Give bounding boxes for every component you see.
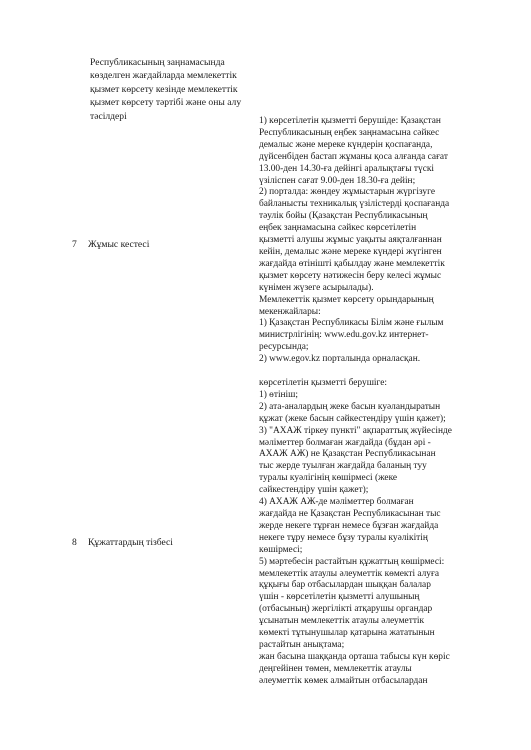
content-line: жағдайда не Қазақстан Республикасынан тыс — [259, 508, 441, 519]
heading-line: Республикасының заңнамасында — [90, 57, 225, 68]
content-line: сәйкестендіру үшін қажет); — [259, 485, 369, 496]
content-line: байланысты техникалық үзілістерді қоспағанда — [259, 199, 450, 210]
content-line: Мемлекеттік қызмет көрсету орындарының — [259, 294, 434, 305]
content-line: 2) порталда: жөндеу жұмыстарын жүргізуге — [259, 187, 436, 198]
content-line: 13.00-ден 14.30-ға дейінгі аралықтағы түскі — [259, 163, 435, 174]
row-8-label — [72, 536, 173, 549]
content-line: мемлекеттік атаулы әлеуметтік көмекті алуға — [259, 568, 440, 579]
content-line: құқығы бар отбасылардан шыққан балалар — [259, 580, 431, 591]
content-line: 3) "АХАЖ тіркеу пункті" ақпараттық жүйесінде — [259, 425, 452, 436]
row-number: 8 — [72, 537, 77, 548]
content-line: АХАЖ АЖ) не Қазақстан Республикасынан — [259, 449, 436, 460]
content-line: 1) өтініш; — [259, 389, 298, 400]
heading-line: қызмет көрсету тәртібі және оны алу — [90, 97, 242, 109]
heading-line: тәсілдері — [90, 110, 127, 122]
content-line: ресурсында; — [259, 342, 309, 353]
content-line: 2) www.egov.kz порталында орналасқан. — [259, 354, 421, 365]
content-line: көмекті тұтынушылар қатарына жататынын — [259, 628, 435, 639]
content-line: некеге тұру немесе бұзу туралы куәлікітің — [259, 532, 428, 543]
heading-line: қызмет көрсету кезінде мемлекеттік — [90, 83, 238, 95]
content-line: 2) ата-аналардың жеке басын куәландыратын — [259, 401, 441, 412]
content-line: мекенжайлары: — [259, 306, 321, 317]
content-line: (отбасының) жергілікті атқарушы органдар — [259, 604, 433, 615]
content-line: министрлігінің: www.edu.gov.kz интернет- — [259, 330, 429, 341]
row-8-content — [259, 378, 509, 688]
content-line: туралы куәлігінің көшірмесі (жеке — [259, 473, 398, 484]
content-line: кейін, демалыс және мереке күндері жүгінген — [259, 246, 442, 257]
row-title: Құжаттардың тізбесі — [88, 537, 173, 548]
content-line: көшірмесі; — [259, 544, 303, 555]
content-line: Республикасының еңбек заңнамасына сәйкес — [259, 127, 440, 138]
content-line: күнімен жүзеге асырылады). — [259, 282, 374, 293]
content-line: қызмет көрсету нәтижесін беру келесі жұмыс — [259, 270, 442, 281]
content-line: еңбек заңнамасына сәйкес көрсетілетін — [259, 223, 417, 234]
content-line: қызметті алушы жұмыс уақыты аяқталғаннан — [259, 235, 442, 246]
content-line: құжат (жеке басын сәйкестендіру үшін қажет); — [259, 413, 446, 424]
content-line: жан басына шаққанда орташа табысы күн көріс — [259, 651, 450, 662]
content-line: демалыс және мереке күндерін қоспағанда, — [259, 139, 433, 150]
content-line: жағдайда өтінішті қабылдау және мемлекеттік — [259, 258, 445, 269]
section-heading — [90, 56, 290, 123]
content-line: үзіліспен сағат 9.00-ден 18.30-ға дейін; — [259, 175, 416, 186]
content-line: тыс жерде туылған жағдайда баланың туу — [259, 461, 427, 472]
content-line: 5) мәртебесін растайтын құжаттың көшірмесі: — [259, 556, 445, 567]
content-line: жерде некеге тұрған немесе бұзған жағдайда — [259, 520, 439, 531]
content-line: әлеуметтік көмек алмайтын отбасылардан — [259, 675, 428, 686]
content-line: 1) Қазақстан Республикасы Білім және ғылым — [259, 318, 444, 329]
content-line: 1) көрсетілетін қызметті берушіде: Қазақстан — [259, 116, 441, 126]
content-line: 4) АХАЖ АЖ-де мәліметтер болмаған — [259, 497, 414, 508]
row-number: 7 — [72, 239, 77, 250]
content-line: үшін - көрсетілетін қызметті алушының — [259, 592, 420, 603]
content-line: ұсынатын мемлекеттік атаулы әлеуметтік — [259, 616, 425, 627]
row-title: Жұмыс кестесі — [88, 239, 150, 250]
content-line: мәліметтер болмаған жағдайда (бұдан әрі - — [259, 437, 431, 448]
content-line: көрсетілетін қызметті берушіге: — [259, 378, 387, 388]
content-line: растайтын анықтама; — [259, 639, 345, 650]
content-line: тәулік бойы (Қазақстан Республикасының — [259, 211, 428, 222]
content-line: деңгейінен төмен, мемлекеттік атаулы — [259, 663, 412, 674]
row-7-label — [72, 238, 149, 251]
row-7-content — [259, 116, 509, 366]
content-line: дүйсенбіден бастап жұманы қоса алғанда сағат — [259, 151, 448, 162]
heading-line: көзделген жағдайларда мемлекеттік — [90, 70, 237, 82]
